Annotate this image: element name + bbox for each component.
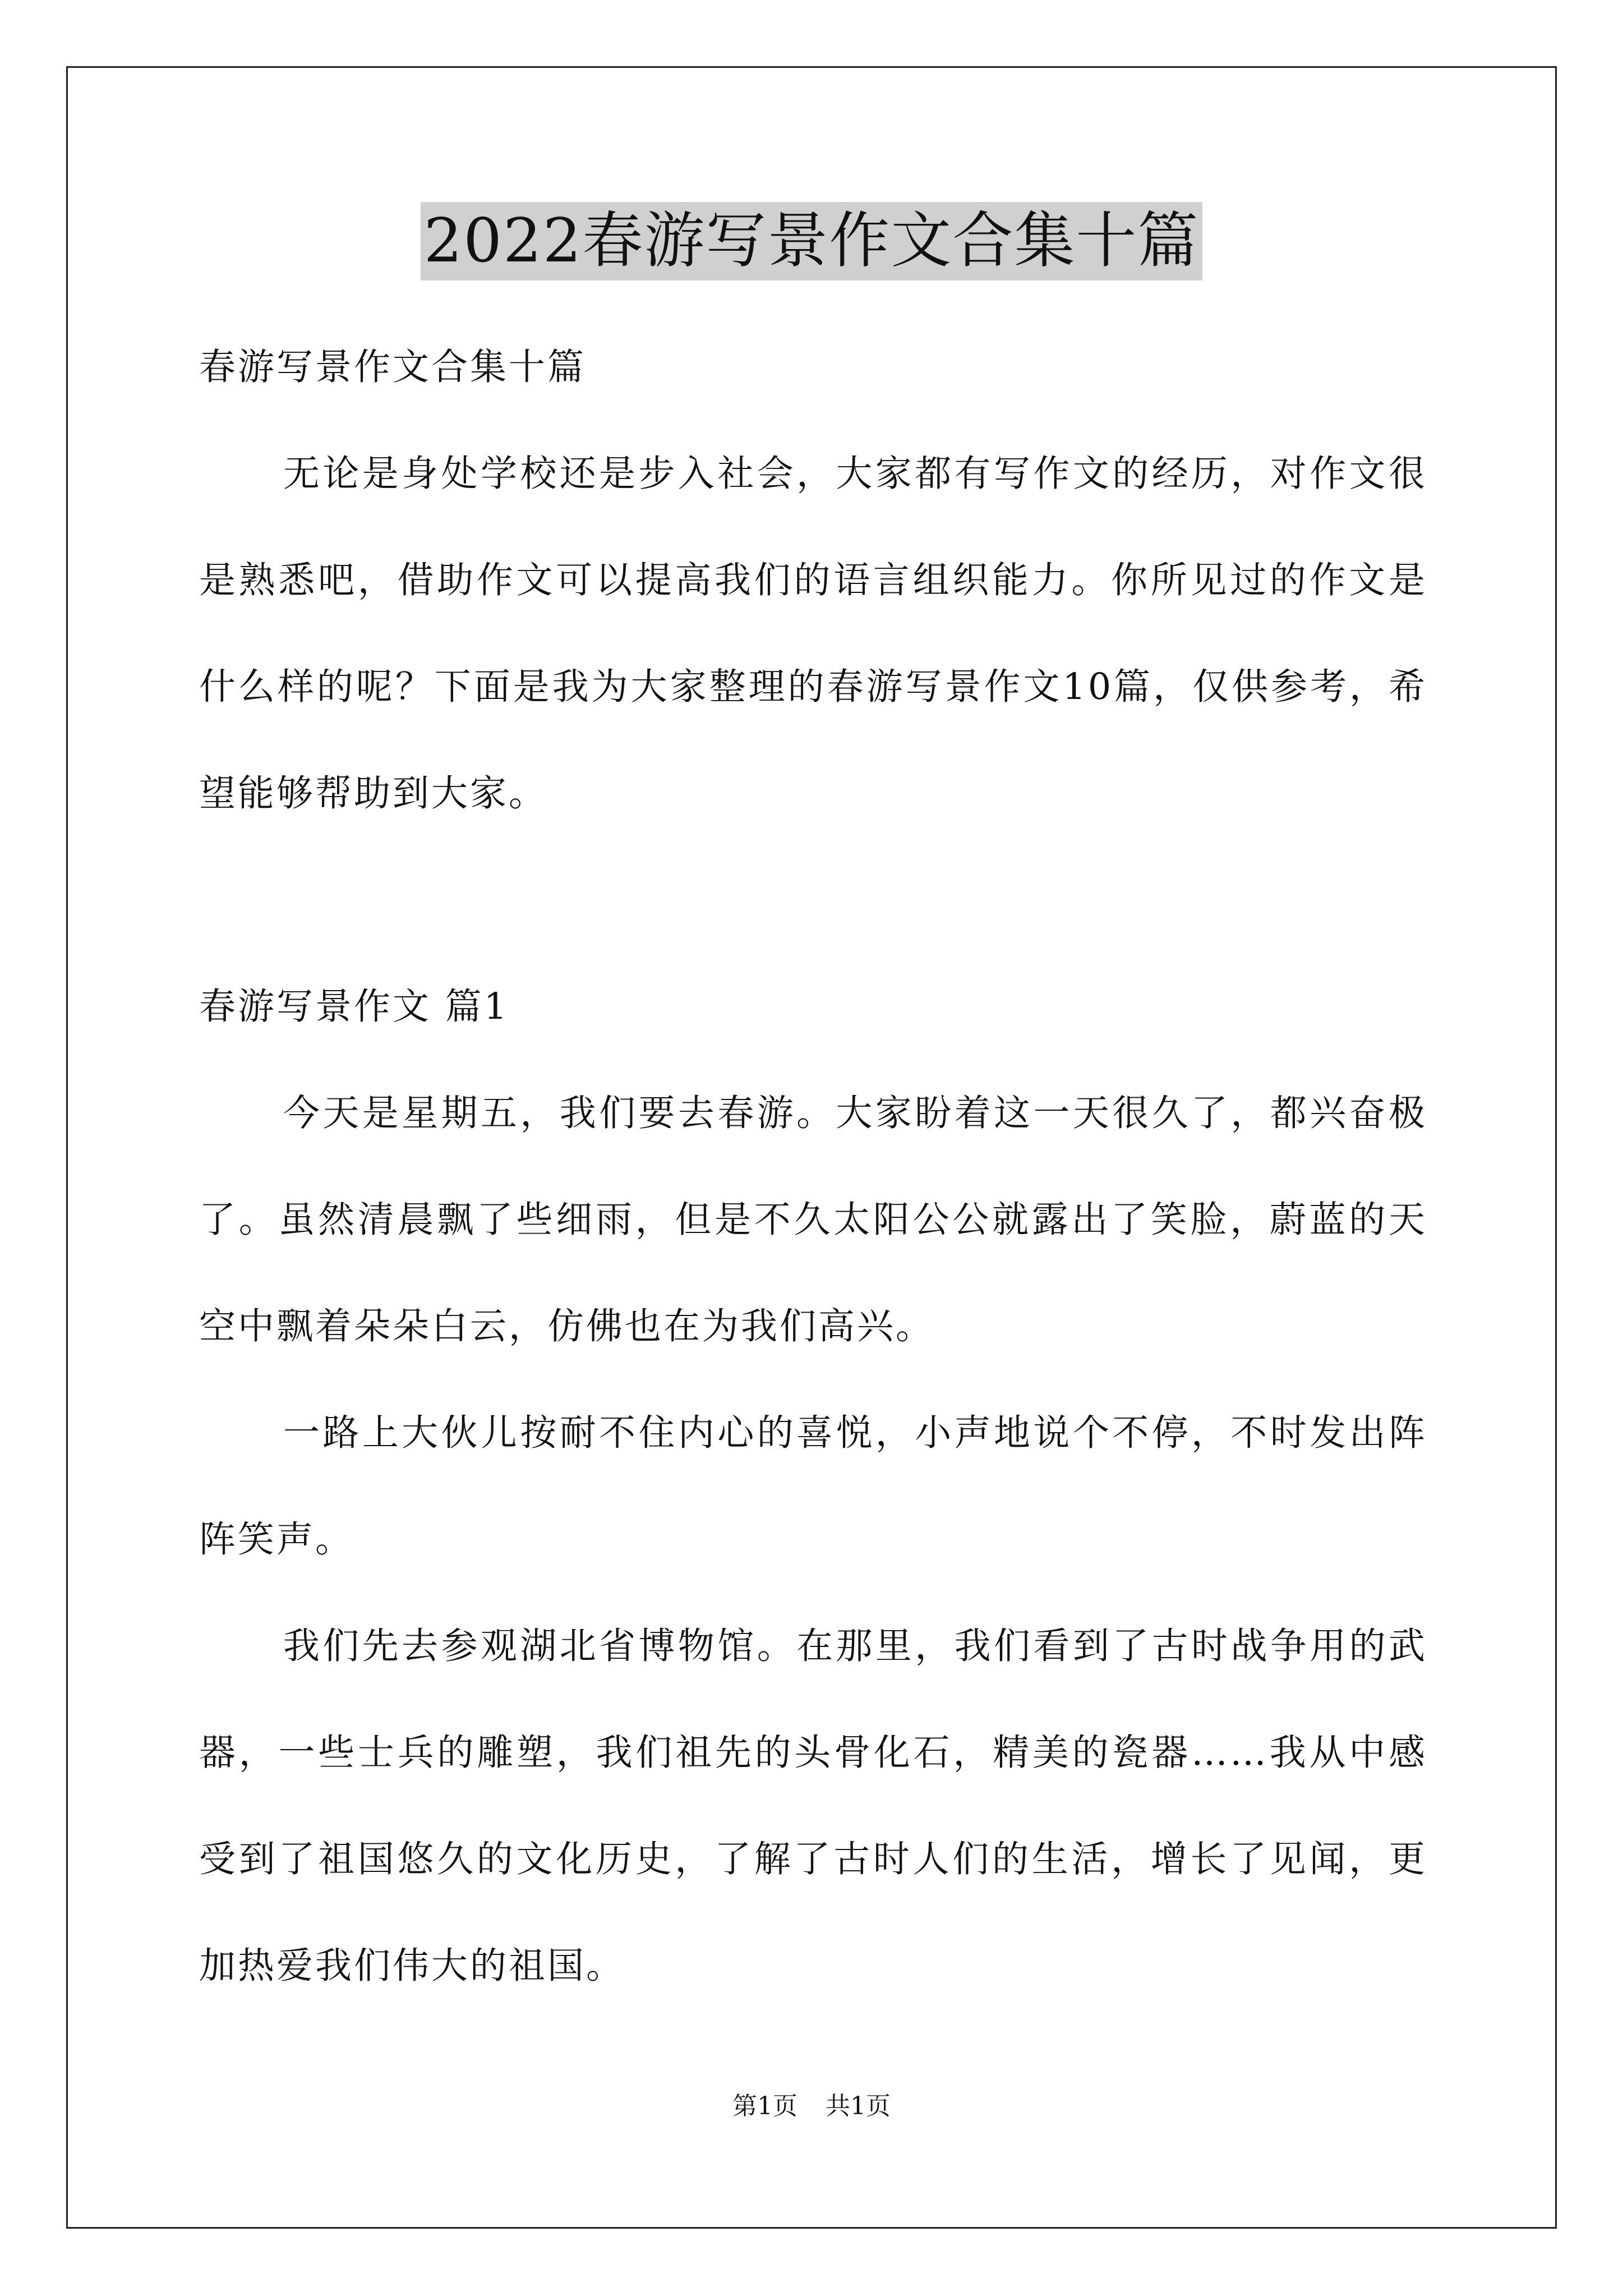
section-heading: 春游写景作文 篇1 (199, 986, 510, 1028)
page-footer (0, 2090, 1623, 2123)
document-title: 2022春游写景作文合集十篇 (421, 202, 1203, 280)
document-body (199, 314, 1427, 2019)
body-paragraph: 一路上大伙儿按耐不住内心的喜悦，小声地说个不停，不时发出阵阵笑声。 (199, 1412, 1427, 1561)
title-container (0, 202, 1623, 280)
intro-paragraph: 无论是身处学校还是步入社会，大家都有写作文的经历，对作文很是熟悉吧，借助作文可以提高我们的语言组织能力。你所见过的作文是什么样的呢？下面是我为大家整理的春游写景作文10篇，仅供参考，希望能够帮助到大家。 (199, 453, 1427, 815)
body-paragraph: 我们先去参观湖北省博物馆。在那里，我们看到了古时战争用的武器，一些士兵的雕塑，我们祖先的头骨化石，精美的瓷器……我从中感受到了祖国悠久的文化历史，了解了古时人们的生活，增长了见闻，更加热爱我们伟大的祖国。 (199, 1625, 1427, 1987)
page-number-current: 第1页 (732, 2092, 797, 2120)
page-number-total: 共1页 (826, 2092, 891, 2120)
document-subtitle: 春游写景作文合集十篇 (199, 346, 587, 388)
section-spacer (199, 847, 1427, 954)
body-paragraph: 今天是星期五，我们要去春游。大家盼着这一天很久了，都兴奋极了。虽然清晨飘了些细雨，但是不久太阳公公就露出了笑脸，蔚蓝的天空中飘着朵朵白云，仿佛也在为我们高兴。 (199, 1092, 1427, 1347)
